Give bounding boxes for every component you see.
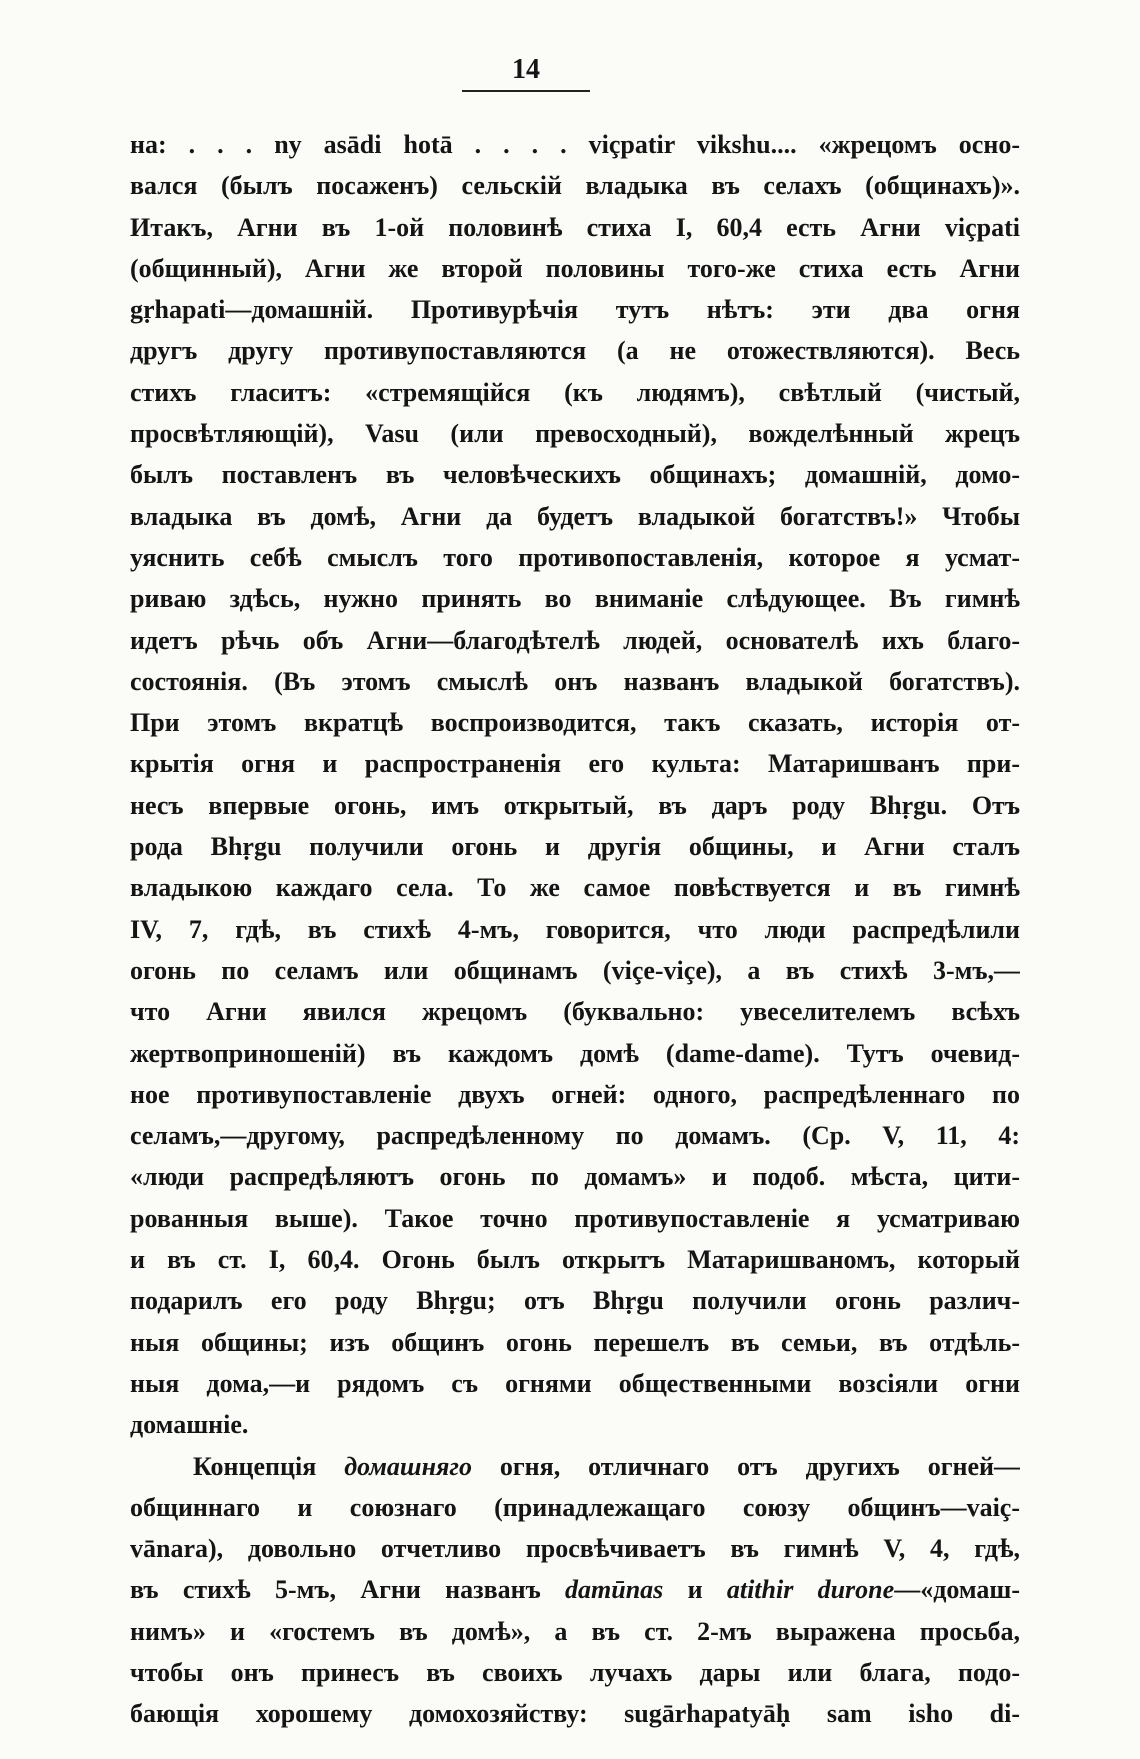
text-line: бающія хорошему домохозяйству: sugārhapatyāḥ sam isho di- bbox=[130, 1699, 1020, 1729]
text-line: нимъ» и «гостемъ въ домѣ», а въ ст. 2-мъ выражена просьба, bbox=[130, 1616, 1020, 1646]
text-line: на: . . . ny asādi hotā . . . . viçpatir vikshu.... «жрецомъ осно- bbox=[130, 130, 1020, 159]
text-line: другъ другу противупоставляются (а не отожествляются). Весь bbox=[130, 336, 1020, 366]
italic-term: damūnas bbox=[565, 1575, 664, 1605]
text-line bbox=[130, 1569, 1020, 1610]
text-line: былъ поставленъ въ человѣческихъ общинахъ; домашній, домо- bbox=[130, 460, 1020, 490]
text-line: просвѣтляющій), Vasu (или превосходный), вожделѣнный жрецъ bbox=[130, 419, 1020, 449]
text-line: (общинный), Агни же второй половины того-же стиха есть Агни bbox=[130, 253, 1020, 283]
text-line: общиннаго и союзнаго (принадлежащаго союзу общинъ—vaiç- bbox=[130, 1492, 1020, 1522]
text-segment: Концепція bbox=[193, 1451, 345, 1481]
text-line: идетъ рѣчь объ Агни—благодѣтелѣ людей, основателѣ ихъ благо- bbox=[130, 625, 1020, 655]
text-line: рованныя выше). Такое точно противупоставленіе я усматриваю bbox=[130, 1203, 1020, 1233]
text-line: несъ впервые огонь, имъ открытый, въ даръ роду Bhṛgu. Отъ bbox=[130, 790, 1020, 820]
page-number: 14 bbox=[462, 50, 590, 92]
text-line: ныя общины; изъ общинъ огонь перешелъ въ семьи, въ отдѣль- bbox=[130, 1327, 1020, 1357]
text-segment: въ стихѣ 5-мъ, Агни названъ bbox=[130, 1575, 566, 1605]
text-line: подарилъ его роду Bhṛgu; отъ Bhṛgu получили огонь различ- bbox=[130, 1286, 1020, 1316]
text-line: Итакъ, Агни въ 1-ой половинѣ стиха I, 60,4 есть Агни viçpati bbox=[130, 212, 1020, 242]
text-line: и въ ст. I, 60,4. Огонь былъ открытъ Матаришваномъ, который bbox=[130, 1245, 1020, 1275]
text-line: уяснить себѣ смыслъ того противопоставленія, которое я усмат- bbox=[130, 542, 1020, 572]
text-line: При этомъ вкратцѣ воспроизводится, такъ сказать, исторія от- bbox=[130, 708, 1020, 738]
text-line: состоянія. (Въ этомъ смыслѣ онъ названъ владыкой богатствъ). bbox=[130, 666, 1020, 696]
italic-term: atithir durone bbox=[726, 1575, 895, 1605]
text-line: вался (былъ посаженъ) сельскій владыка въ селахъ (общинахъ)». bbox=[130, 171, 1020, 201]
text-line: селамъ,—другому, распредѣленному по домамъ. (Ср. V, 11, 4: bbox=[130, 1121, 1020, 1151]
text-line: vānara), довольно отчетливо просвѣчиваетъ въ гимнѣ V, 4, гдѣ, bbox=[130, 1534, 1020, 1564]
text-line: жертвоприношеній) въ каждомъ домѣ (dame-dame). Тутъ очевид- bbox=[130, 1038, 1020, 1068]
italic-term: домашняго bbox=[344, 1451, 472, 1481]
text-line: ное противупоставленіе двухъ огней: одного, распредѣленнаго по bbox=[130, 1079, 1020, 1109]
text-line: риваю здѣсь, нужно принять во вниманіе слѣдующее. Въ гимнѣ bbox=[130, 584, 1020, 614]
text-line: IV, 7, гдѣ, въ стихѣ 4-мъ, говорится, что люди распредѣлили bbox=[130, 914, 1020, 944]
paragraph-end-line: домашніе. bbox=[130, 1410, 249, 1440]
text-line: gṛhapati—домашній. Противурѣчія тутъ нѣтъ: эти два огня bbox=[130, 295, 1020, 325]
text-line: чтобы онъ принесъ въ своихъ лучахъ дары или блага, подо- bbox=[130, 1657, 1020, 1687]
text-segment: и bbox=[663, 1575, 727, 1605]
text-line: ныя дома,—и рядомъ съ огнями общественными возсіяли огни bbox=[130, 1368, 1020, 1398]
text-line: владыкою каждаго села. То же самое повѣствуется и въ гимнѣ bbox=[130, 873, 1020, 903]
paragraph-start-line bbox=[130, 1446, 1020, 1487]
text-line: владыка въ домѣ, Агни да будетъ владыкой богатствъ!» Чтобы bbox=[130, 501, 1020, 531]
text-line: огонь по селамъ или общинамъ (viçe-viçe), а въ стихѣ 3-мъ,— bbox=[130, 955, 1020, 985]
text-line: «люди распредѣляютъ огонь по домамъ» и подоб. мѣста, цити- bbox=[130, 1162, 1020, 1192]
text-segment: —«домаш- bbox=[894, 1575, 1020, 1605]
text-segment: огня, отличнаго отъ другихъ огней— bbox=[472, 1451, 1020, 1481]
page-body bbox=[130, 124, 1020, 1735]
text-line: стихъ гласитъ: «стремящійся (къ людямъ), свѣтлый (чистый, bbox=[130, 377, 1020, 407]
text-line: крытія огня и распространенія его культа: Матаришванъ при- bbox=[130, 749, 1020, 779]
text-line: что Агни явился жрецомъ (буквально: увеселителемъ всѣхъ bbox=[130, 997, 1020, 1027]
text-line: рода Bhṛgu получили огонь и другія общины, и Агни сталъ bbox=[130, 832, 1020, 862]
